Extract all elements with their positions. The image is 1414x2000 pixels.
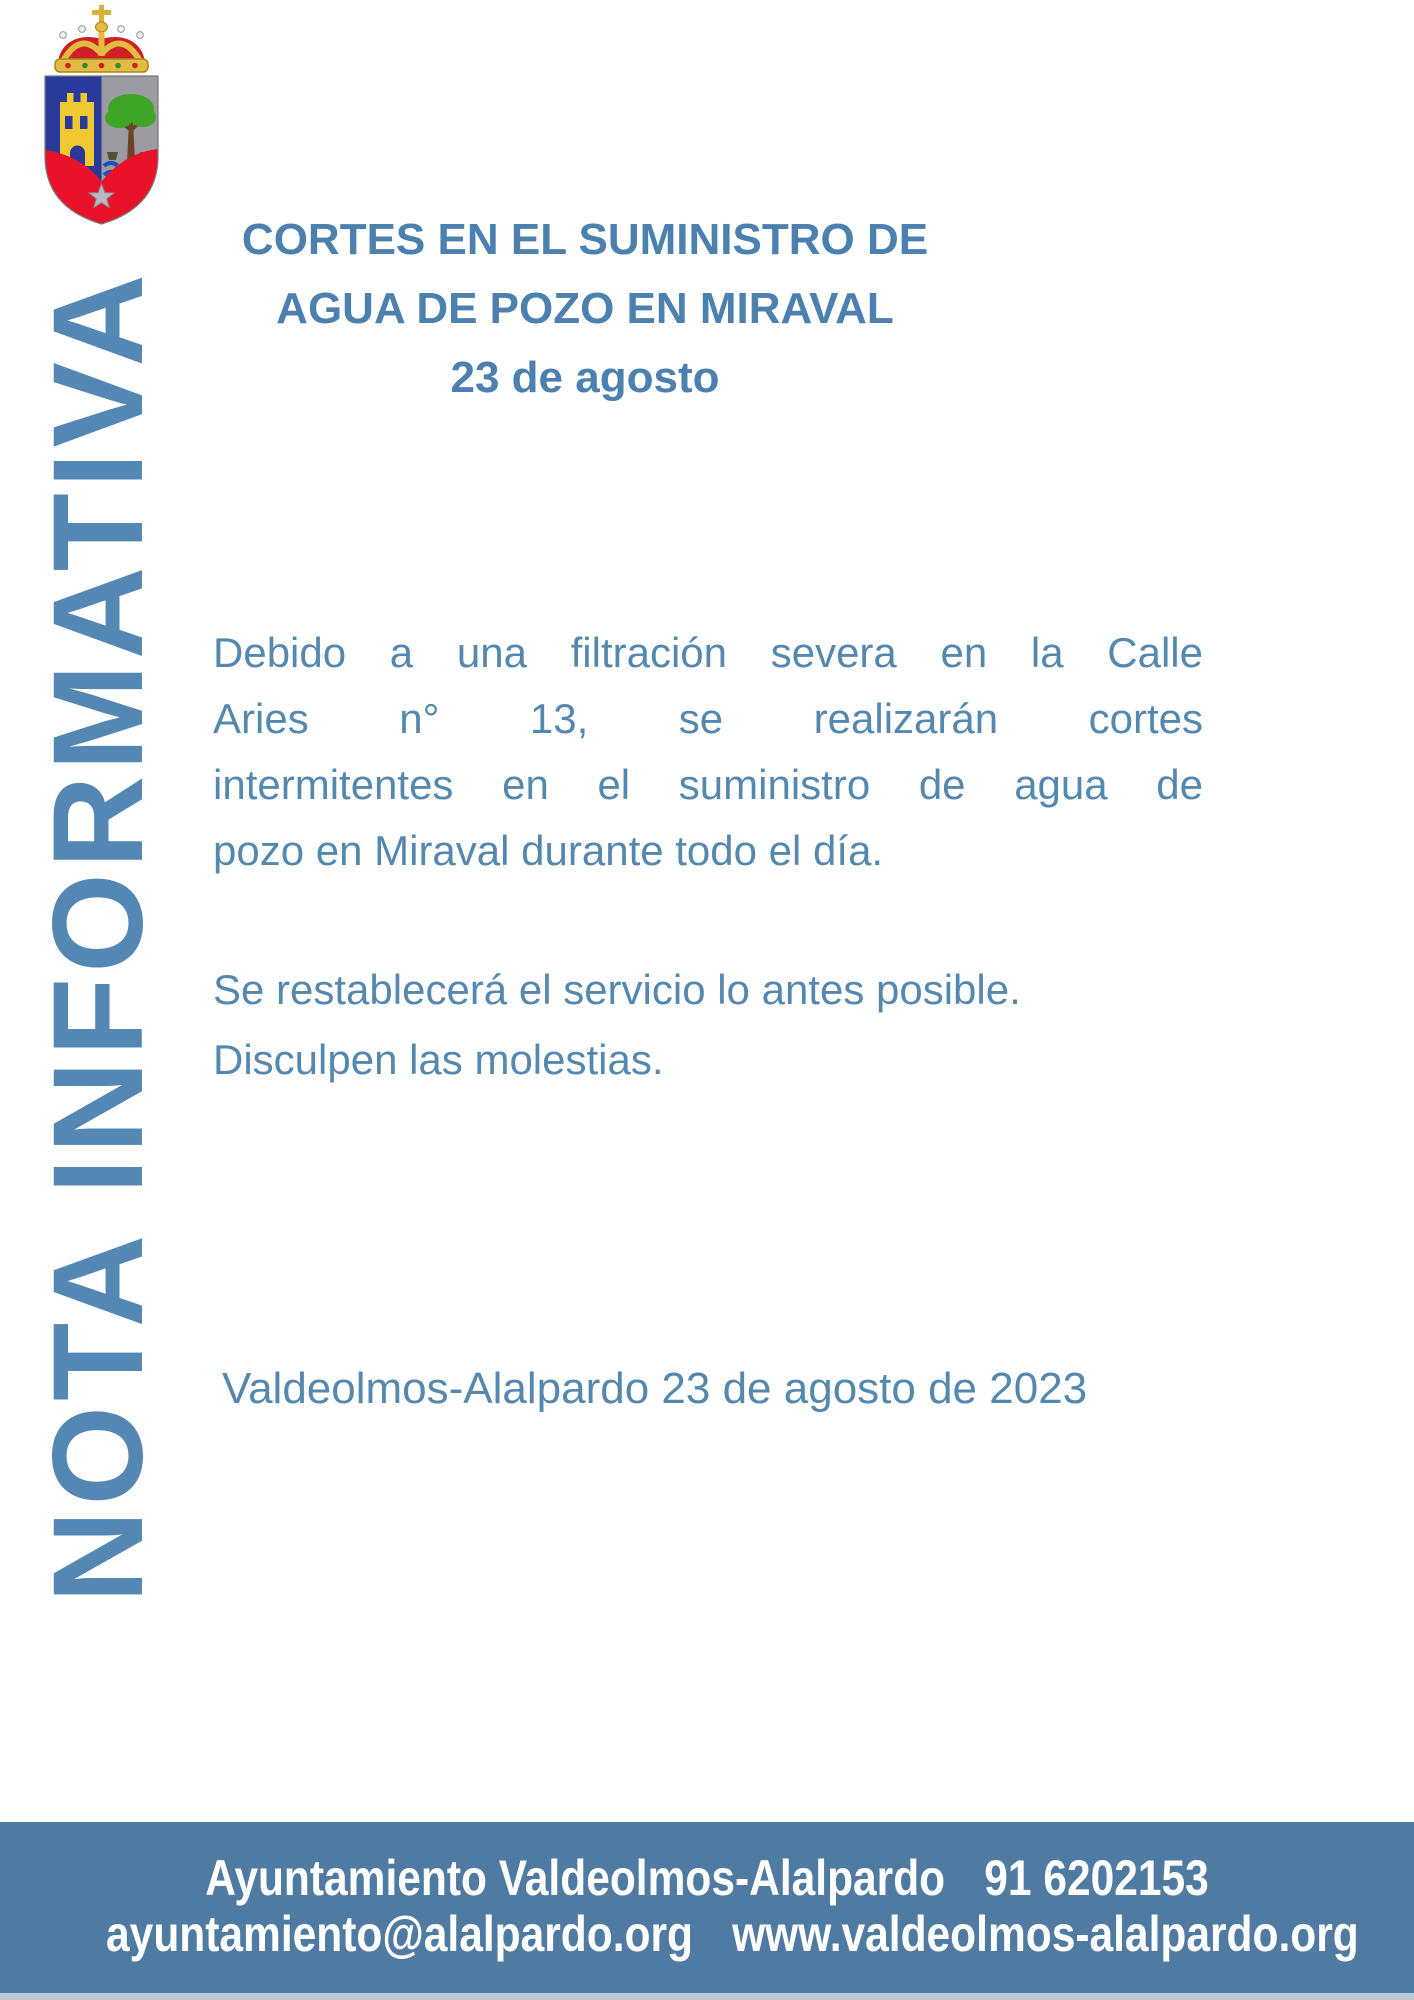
paragraph-2-line-2: Disculpen las molestias. — [213, 1036, 664, 1083]
paragraph-2-line-1: Se restablecerá el servicio lo antes posible. — [213, 966, 1021, 1013]
footer-bottom-strip — [0, 1993, 1414, 2000]
footer-phone: 91 6202153 — [984, 1850, 1209, 1906]
title-line-1: CORTES EN EL SUMINISTRO DE — [241, 215, 929, 264]
footer-bar — [0, 1822, 1414, 1993]
notice-paragraph-2 — [213, 955, 1213, 1095]
footer-organization: Ayuntamiento Valdeolmos-Alalpardo — [205, 1850, 946, 1906]
footer-line-1 — [106, 1850, 1308, 1906]
notice-title — [215, 205, 955, 412]
paragraph-1-line-1: Debido a una filtración severa en la Calle — [213, 629, 1203, 676]
footer-email: ayuntamiento@alalpardo.org — [106, 1906, 694, 1962]
paragraph-1-line-4: pozo en Miraval durante todo el día. — [213, 827, 884, 874]
title-line-3: 23 de agosto — [450, 353, 720, 402]
paragraph-1-line-2: Aries n° 13, se realizarán cortes — [213, 695, 1203, 742]
notice-paragraph-1 — [213, 620, 1203, 884]
title-line-2: AGUA DE POZO EN MIRAVAL — [276, 284, 894, 333]
footer-line-2 — [106, 1906, 1359, 1962]
paragraph-1-line-3: intermitentes en el suministro de agua de — [213, 761, 1203, 808]
place-date-line: Valdeolmos-Alalpardo 23 de agosto de 2023 — [222, 1364, 1088, 1413]
municipal-coat-of-arms-icon — [34, 4, 170, 228]
vertical-note-label: NOTA INFORMATIVA — [27, 269, 170, 1603]
footer-website: www.valdeolmos-alalpardo.org — [732, 1906, 1359, 1962]
